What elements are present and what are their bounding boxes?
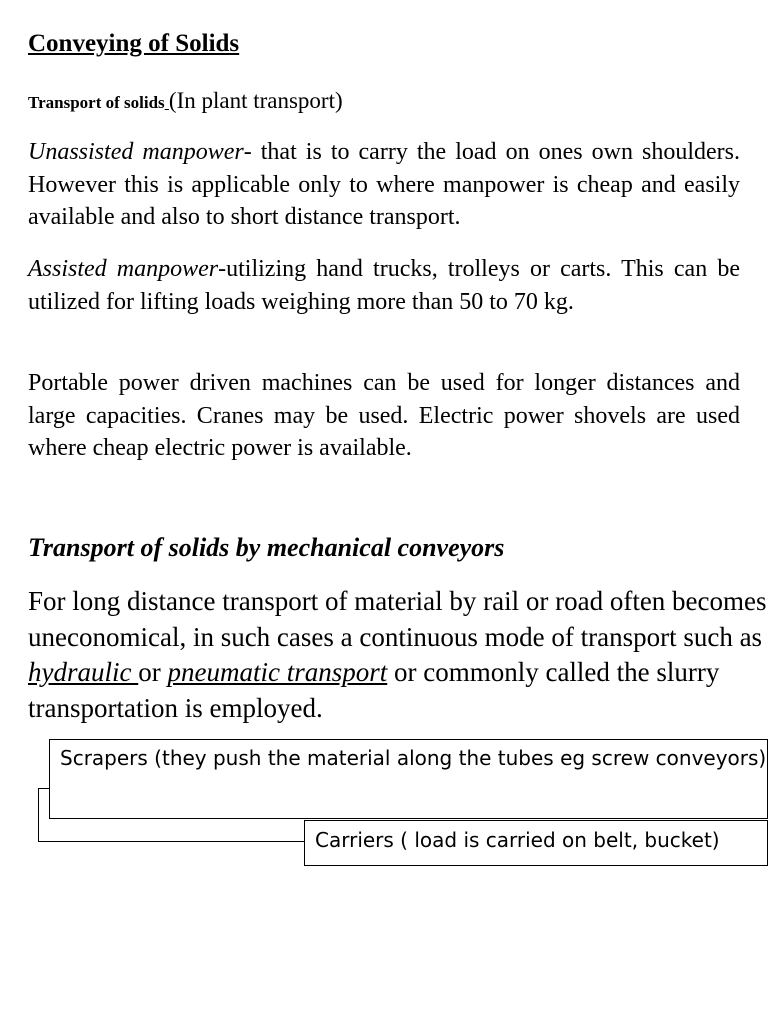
carriers-box xyxy=(304,820,768,866)
paragraph4-part1: For long distance transport of material by rail or road often becomes uneconomical, in such cases a continuous mode of transport such as xyxy=(28,586,767,652)
paragraph-power-machines: Portable power driven machines can be used for longer distances and large capacities. Cranes may be used. Electric power shovels are used where cheap electric power is available. xyxy=(28,370,740,461)
term-assisted-manpower: Assisted manpower xyxy=(28,256,219,282)
paragraph-long-distance xyxy=(28,584,768,726)
hydraulic-link[interactable]: hydraulic xyxy=(28,657,139,687)
paragraph-assisted-manpower xyxy=(28,253,740,318)
term-unassisted-manpower: Unassisted manpower xyxy=(28,139,244,165)
subheading-normal: (In plant transport) xyxy=(168,88,343,113)
scrapers-text: Scrapers (they push the material along the tubes eg screw conveyors) xyxy=(60,746,767,770)
tree-connector-line xyxy=(38,841,304,842)
paragraph4-part2: or xyxy=(138,657,168,687)
page-title: Conveying of Solids xyxy=(28,30,240,57)
tree-connector xyxy=(38,788,49,842)
subheading xyxy=(28,88,343,114)
paragraph4-part3: or commonly called the slurry transportation is employed. xyxy=(28,657,720,723)
scrapers-box xyxy=(49,739,768,819)
pneumatic-transport-link[interactable]: pneumatic transport xyxy=(167,657,388,687)
paragraph2-text: -utilizing hand trucks, trolleys or carts. This can be utilized for lifting loads weighing more than 50 to 70 kg. xyxy=(28,256,741,315)
paragraph-unassisted-manpower xyxy=(28,136,740,234)
carriers-text: Carriers ( load is carried on belt, bucket) xyxy=(315,828,720,852)
paragraph1-text: - that is to carry the load on ones own shoulders. However this is applicable only to where manpower is cheap and easily available and also to short distance transport. xyxy=(28,139,741,230)
subheading-bold: Transport of solids xyxy=(28,93,165,112)
section-heading-mechanical-conveyors: Transport of solids by mechanical conveyors xyxy=(28,533,505,562)
